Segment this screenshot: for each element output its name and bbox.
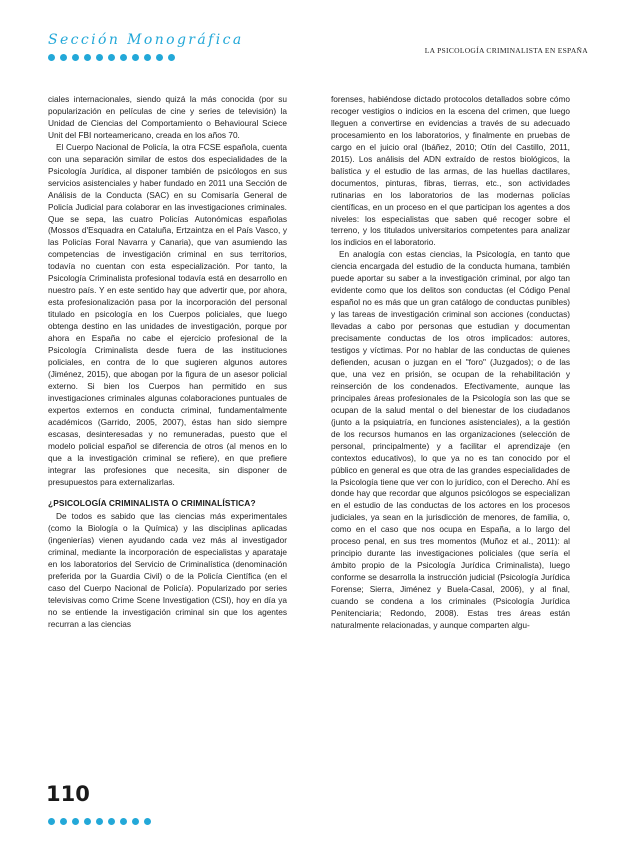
- paragraph: En analogía con estas ciencias, la Psicología, en tanto que ciencia encargada del estudio de la conducta humana, también puede aportar su saber a la investigación criminal, por algo tan evidente como que los delitos son conductas (el Código Penal español no es más que un gran catálogo de conductas punibles) y las tareas de investigación criminal son acciones (conductas) llevadas a cabo por personas que estudian y documentan precisamente conductas de los otros implicados: autores, testigos y víctimas. Por no hablar de las conductas de quienes defienden, acusan o juzgan en el "foro" (Juzgados); o de las que, una vez en prisión, se ocupan de la rehabilitación y reinserción de los condenados. Efectivamente, aunque las principales áreas profesionales de la Psicología son las que se ocupan de la salud mental o del bienestar de los ciudadanos (junto a la psiquiatría, en funciones asistenciales), a la gestión de los recursos humanos en las organizaciones (selección de personal, principalmente) y a facilitar el aprendizaje (en contextos educativos), lo que ya no es tan conocido por el público en general es que otra de las grandes especialidades de la Psicología tiene que ver con lo jurídico, con el Derecho. Ahí es donde hay que recordar que algunos psicólogos se especializan en el estudio de las conductas de los actores en los procesos judiciales, ya sean en la jurisdicción de menores, de familia, o, como en el caso que nos ocupa en España, a lo largo del proceso penal, en sus tres momentos (Muñoz et al., 2011): al principio durante las investigaciones policiales (que sería el ámbito propio de la Psicología Jurídica Criminalista), luego conforme se desarrolla la instrucción judicial (Psicología Jurídica Forense; Sierra, Jiménez y Buela-Casal, 2006), y al final, cuando se condena a los criminales (Psicología Jurídica Penitenciaria; Redondo, 2008). Estas tres áreas están naturalmente relacionadas, y aunque comparten algu-: [331, 249, 570, 630]
- section-heading: ¿PSICOLOGÍA CRIMINALISTA O CRIMINALÍSTICA?: [48, 498, 256, 509]
- paragraph: De todos es sabido que las ciencias más experimentales (como la Biología o la Química) y las disciplinas aplicadas (ingenierías) vienen ayudando cada vez más al investigador criminal, mediante la incorporación de especialistas y aparataje en los laboratorios del Servicio de Criminalística (denominación preferida por la Guardia Civil) o de la Policía Científica (en el caso del Cuerpo Nacional de Policía). Popularizado por series televisivas como Crime Scene Investigation (CSI), hoy en día ya no se entiende la investigación criminal sin que los agentes recurran a las ciencias: [48, 511, 287, 629]
- running-head: LA PSICOLOGÍA CRIMINALISTA EN ESPAÑA: [424, 46, 588, 55]
- section-title: Sección Monográfica: [48, 32, 244, 48]
- footer-dots-decoration: [48, 818, 151, 825]
- left-column: [48, 94, 287, 631]
- page-number: 110: [46, 782, 90, 806]
- section-dots-decoration: [48, 54, 175, 61]
- paragraph: ciales internacionales, siendo quizá la más conocida (por su popularización en películas de cine y series de televisión) la Unidad de Ciencias del Comportamiento o Behavioural Sciece Unit del FBI norteamericano, creada en los años 70.: [48, 94, 287, 140]
- paragraph: El Cuerpo Nacional de Policía, la otra FCSE española, cuenta con una separación similar de estos dos especialidades de la Psicología Jurídica, al disponer también de psicólogos en sus servicios asistenciales y haber fundado en 2011 una Sección de Análisis de la Conducta (SAC) en su Comisaría General de Policía Judicial para colaborar en las investigaciones criminales. Que se sepa, las cuatro Policías Autonómicas españolas (Mossos d'Esquadra en Cataluña, Ertzaintza en el País Vasco, y las Policías Foral Navarra y Canaria), que van asumiendo las competencias de investigación criminal en sus territorios, todavía no cuentan con esta especialización. Por tanto, la Psicología Criminalista profesional todavía está en desarrollo en nuestro país. Y en este sentido hay que advertir que, por ahora, esta profesionalización pasa por la incorporación del personal titulado en psicología en los Cuerpos policiales, que luego obtenga destino en las unidades de investigación, porque por ahora en España no cabe el ejercicio profesional de la Psicología Criminalista desde fuera de las instituciones policiales, en contra de lo que sugieren algunos autores (Jiménez, 2015), que abogan por la figura de un asesor policial externo. Si bien los Cuerpos han permitido en sus investigaciones criminales algunas colaboraciones puntuales de expertos externos en conducta criminal, fundamentalmente académicos (Garrido, 2005, 2007), éstas han sido siempre escasas, desinteresadas y no remuneradas, puesto que el modelo policial español se diferencia de otros (al menos en lo que a la investigación criminal se refiere), en que prefiere integrar las profesiones que necesita, sin disponer de presupuestos para externalizarlas.: [48, 141, 287, 487]
- paragraph: forenses, habiéndose dictado protocolos detallados sobre cómo recoger vestigios o indicios en la escena del crimen, que luego lleguen a convertirse en evidencias a través de su adecuado procesamiento en los laboratorios, y finalmente en pruebas de cargo en el juicio oral (Ibáñez, 2010; Otín del Castillo, 2011, 2015). Los análisis del ADN extraído de restos biológicos, la balística y el estudio de las armas, de las huellas dactilares, documentos, pinturas, fibras, tierras, etc., son actividades rutinarias en los laboratorios de las modernas policías científicas, en un proceso en el que participan los agentes a dos niveles: los especialistas que saben qué recoger sobre el terreno, y los titulados universitarios competentes para analizar los indicios en el laboratorio.: [331, 94, 570, 248]
- right-column: [331, 94, 570, 632]
